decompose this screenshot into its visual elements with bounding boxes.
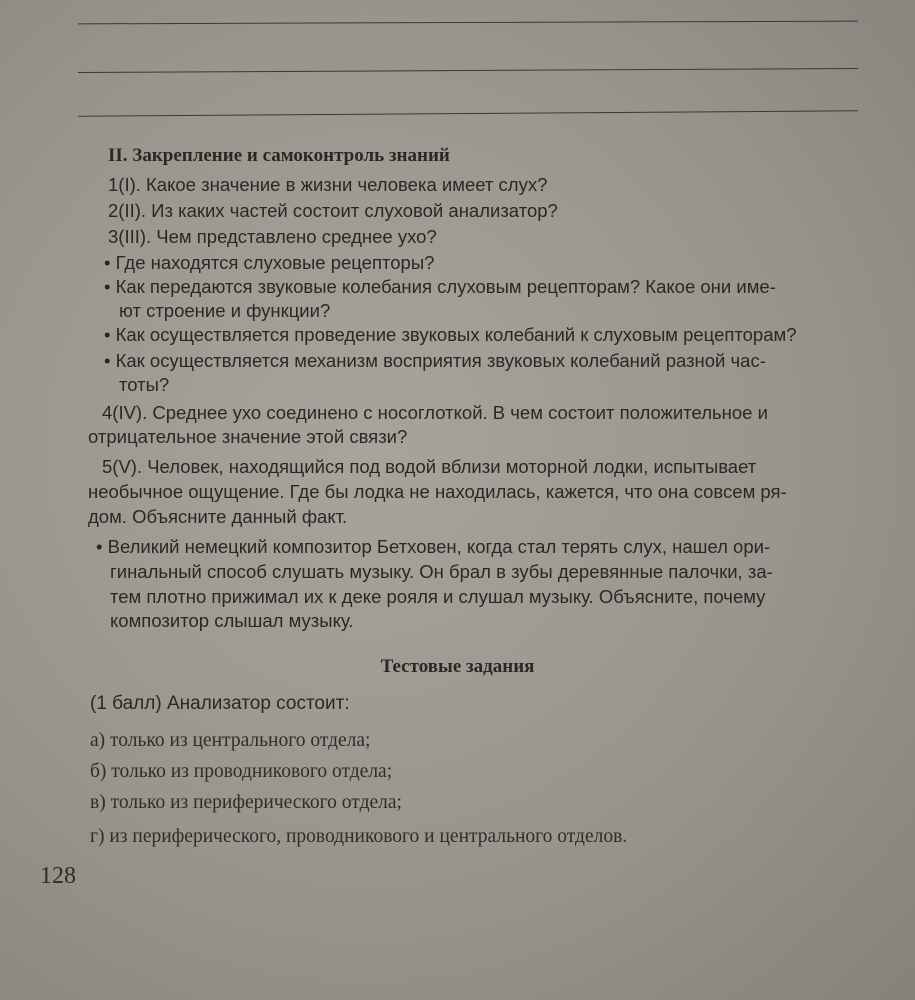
answer-line-2	[78, 68, 858, 73]
subquestion-conduction: • Как осуществляется проведение звуковых колебаний к слуховым рецепторам?	[104, 324, 797, 345]
beethoven-line-4: композитор слышал музыку.	[110, 610, 354, 631]
beethoven-line-1: • Великий немецкий композитор Бетховен, когда стал терять слух, нашел ори-	[96, 536, 771, 557]
test-option-b: б) только из проводникового отдела;	[90, 761, 393, 782]
page-number: 128	[40, 863, 76, 889]
test-option-a: а) только из центрального отдела;	[90, 730, 371, 751]
question-5-line-3: дом. Объясните данный факт.	[88, 506, 348, 527]
test-option-c: в) только из периферического отдела;	[90, 792, 402, 813]
subquestion-mechanism-1: • Как осуществляется механизм восприятия звуковых колебаний разной час-	[104, 350, 766, 371]
tests-heading: Тестовые задания	[380, 656, 535, 677]
answer-line-1	[78, 21, 858, 25]
subquestion-receptors: • Где находятся слуховые рецепторы?	[104, 252, 435, 273]
subquestion-mechanism-2: тоты?	[119, 374, 170, 395]
answer-line-3	[78, 110, 858, 116]
question-2: 2(II). Из каких частей состоит слуховой анализатор?	[108, 200, 558, 221]
section-heading: II. Закрепление и самоконтроль знаний	[108, 145, 450, 166]
question-4-line-2: отрицательное значение этой связи?	[88, 426, 408, 447]
question-1: 1(I). Какое значение в жизни человека имеет слух?	[108, 174, 548, 195]
test-option-d: г) из периферического, проводникового и центрального отделов.	[90, 826, 628, 847]
question-5-line-2: необычное ощущение. Где бы лодка не находилась, кажется, что она совсем ря-	[88, 481, 787, 502]
subquestion-transmission-2: ют строение и функции?	[119, 300, 331, 321]
beethoven-line-3: тем плотно прижимал их к деке рояля и слушал музыку. Объясните, почему	[110, 586, 766, 607]
test-question: (1 балл) Анализатор состоит:	[90, 693, 350, 714]
subquestion-transmission-1: • Как передаются звуковые колебания слуховым рецепторам? Какое они име-	[104, 276, 776, 297]
question-5-line-1: 5(V). Человек, находящийся под водой вблизи моторной лодки, испытывает	[102, 456, 757, 477]
question-3: 3(III). Чем представлено среднее ухо?	[108, 226, 437, 247]
question-4-line-1: 4(IV). Среднее ухо соединено с носоглоткой. В чем состоит положительное и	[102, 402, 768, 423]
beethoven-line-2: гинальный способ слушать музыку. Он брал в зубы деревянные палочки, за-	[110, 561, 773, 582]
